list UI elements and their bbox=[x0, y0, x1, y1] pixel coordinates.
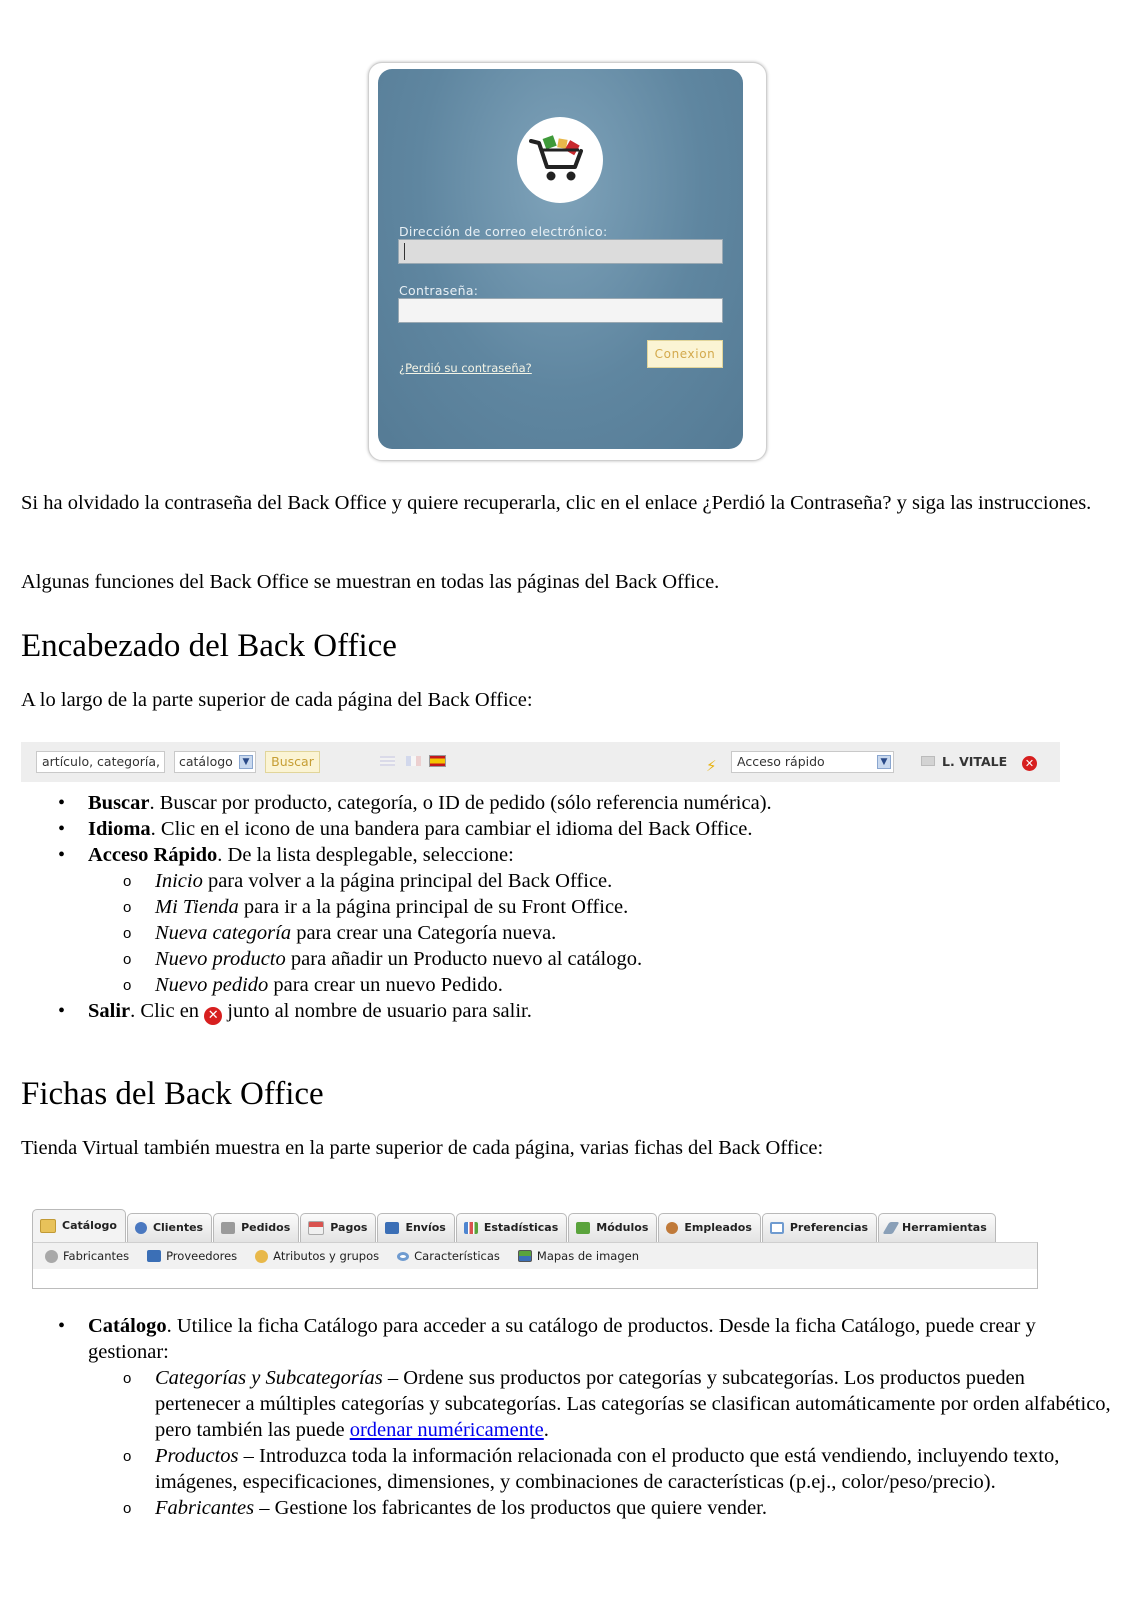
login-button[interactable]: Conexion bbox=[647, 340, 723, 368]
tab-pedidos[interactable] bbox=[213, 1213, 299, 1242]
catalog-sub-list bbox=[88, 1365, 1111, 1521]
tab-envios[interactable] bbox=[377, 1213, 454, 1242]
sub-list-item bbox=[88, 1365, 1111, 1443]
term-language: Idioma bbox=[88, 818, 151, 840]
employees-icon bbox=[666, 1222, 678, 1234]
term-exit: Salir bbox=[88, 1000, 131, 1022]
cart-icon bbox=[517, 117, 603, 203]
tab-label: Empleados bbox=[684, 1221, 752, 1234]
back-office-tabs-bar bbox=[32, 1209, 1038, 1289]
user-name: L. VITALE bbox=[942, 754, 1008, 769]
customers-icon bbox=[135, 1222, 147, 1234]
option-description: – Introduzca toda la información relacionada con el producto que está vendiendo, incluyendo texto, imágenes, especificaciones, dimensiones, y combinaciones de características (p.ej., color/peso/precio). bbox=[155, 1445, 1060, 1493]
tab-label: Envíos bbox=[405, 1221, 446, 1234]
shop-cart-logo bbox=[517, 117, 603, 203]
cart-icon bbox=[221, 1222, 235, 1234]
item-description: junto al nombre de usuario para salir. bbox=[222, 1000, 532, 1022]
option-description: – Gestione los fabricantes de los productos que quiere vender. bbox=[254, 1497, 767, 1519]
quick-access-select[interactable] bbox=[731, 751, 894, 773]
option-term: Fabricantes bbox=[155, 1497, 255, 1519]
star-icon bbox=[255, 1250, 268, 1263]
truck-icon bbox=[147, 1250, 161, 1262]
tab-label: Pagos bbox=[330, 1221, 368, 1234]
sort-numerically-link[interactable]: ordenar numéricamente bbox=[349, 1419, 544, 1441]
subtabs-strip bbox=[33, 1243, 1037, 1269]
header-features-list bbox=[21, 790, 1111, 1025]
logout-close-icon[interactable]: ✕ bbox=[1022, 756, 1037, 771]
tab-empleados[interactable] bbox=[658, 1213, 760, 1242]
item-description: . Clic en bbox=[130, 1000, 205, 1022]
puzzle-icon bbox=[576, 1222, 590, 1234]
sub-list-item bbox=[88, 868, 1111, 894]
option-description: para crear un nuevo Pedido. bbox=[268, 974, 503, 996]
list-item bbox=[21, 1313, 1111, 1521]
search-button[interactable]: Buscar bbox=[265, 751, 320, 773]
option-term: Inicio bbox=[155, 870, 203, 892]
option-description: para crear una Categoría nueva. bbox=[291, 922, 557, 944]
bar-chart-icon bbox=[464, 1222, 478, 1234]
tab-label: Preferencias bbox=[789, 1221, 869, 1234]
subtab-fabricantes[interactable] bbox=[45, 1243, 129, 1269]
tab-label: Estadísticas bbox=[483, 1221, 559, 1234]
chevron-down-icon: ▼ bbox=[239, 755, 253, 769]
back-office-header-bar bbox=[21, 742, 1060, 782]
email-input[interactable] bbox=[398, 239, 723, 264]
intro-paragraph-2: Algunas funciones del Back Office se muestran en todas las páginas del Back Office. bbox=[21, 571, 720, 593]
term-catalog: Catálogo bbox=[88, 1315, 167, 1337]
image-map-icon bbox=[518, 1250, 532, 1262]
subtab-label: Características bbox=[414, 1249, 500, 1263]
gear-icon bbox=[45, 1250, 58, 1263]
tab-pagos[interactable] bbox=[300, 1213, 376, 1242]
close-icon: ✕ bbox=[204, 1007, 222, 1025]
email-label: Dirección de correo electrónico: bbox=[399, 224, 608, 239]
catalog-features-list bbox=[21, 1313, 1111, 1521]
subtab-label: Mapas de imagen bbox=[536, 1249, 639, 1263]
subtabs-panel bbox=[32, 1242, 1038, 1289]
punctuation: . bbox=[543, 1419, 549, 1441]
item-description: . De la lista desplegable, seleccione: bbox=[217, 844, 514, 866]
list-item bbox=[21, 998, 1111, 1025]
quick-access-options bbox=[88, 868, 1111, 998]
tab-clientes[interactable] bbox=[127, 1213, 212, 1242]
subtab-caracteristicas[interactable] bbox=[397, 1243, 500, 1269]
option-term: Categorías y Subcategorías bbox=[155, 1367, 383, 1389]
chevron-down-icon: ▼ bbox=[877, 755, 891, 769]
term-search: Buscar bbox=[88, 792, 150, 814]
option-description: – Ordene sus productos por categorías y subcategorías. Los productos pueden pertenecer a múltiples categorías y subcategorías. Las categorías se clasifican automáticamente por orden alfabético, pero también las puede bbox=[155, 1367, 1111, 1441]
option-term: Nuevo producto bbox=[155, 948, 286, 970]
sub-list-item bbox=[88, 920, 1111, 946]
payment-icon bbox=[308, 1221, 324, 1235]
tab-modulos[interactable] bbox=[568, 1213, 657, 1242]
lightning-icon: ⚡ bbox=[706, 757, 717, 775]
fr-flag-icon[interactable] bbox=[406, 756, 421, 766]
password-input[interactable] bbox=[398, 298, 723, 323]
subtab-proveedores[interactable] bbox=[147, 1243, 237, 1269]
sub-list-item bbox=[88, 1443, 1111, 1495]
folder-icon bbox=[40, 1219, 56, 1233]
quick-access-value: Acceso rápido bbox=[737, 754, 825, 769]
es-flag-icon[interactable] bbox=[429, 755, 446, 767]
forgot-password-link[interactable]: ¿Perdió su contraseña? bbox=[399, 361, 532, 375]
eye-icon bbox=[397, 1252, 409, 1261]
en-flag-icon[interactable] bbox=[380, 756, 395, 766]
search-scope-value: catálogo bbox=[179, 754, 233, 769]
subtab-label: Proveedores bbox=[166, 1249, 238, 1263]
truck-icon bbox=[385, 1222, 399, 1234]
subtab-mapas[interactable] bbox=[518, 1243, 639, 1269]
tab-catalogo[interactable] bbox=[32, 1209, 126, 1242]
term-quick-access: Acceso Rápido bbox=[88, 844, 218, 866]
sub-list-item bbox=[88, 946, 1111, 972]
text-cursor bbox=[404, 243, 405, 260]
item-description: . Utilice la ficha Catálogo para acceder a su catálogo de productos. Desde la ficha Catálogo, puede crear y gestionar: bbox=[88, 1315, 1036, 1363]
subtab-atributos[interactable] bbox=[255, 1243, 379, 1269]
tab-herramientas[interactable] bbox=[878, 1213, 996, 1242]
sub-list-item bbox=[88, 894, 1111, 920]
subtab-label: Fabricantes bbox=[63, 1249, 130, 1263]
sub-list-item bbox=[88, 1495, 1111, 1521]
option-description: para ir a la página principal de su Front Office. bbox=[238, 896, 629, 918]
option-term: Mi Tienda bbox=[155, 896, 239, 918]
tab-label: Módulos bbox=[596, 1221, 649, 1234]
option-term: Nueva categoría bbox=[155, 922, 292, 944]
tab-label: Clientes bbox=[152, 1221, 204, 1234]
password-label: Contraseña: bbox=[399, 283, 479, 298]
intro-paragraph-1: Si ha olvidado la contraseña del Back Office y quiere recuperarla, clic en el enlace ¿Perdió la Contraseña? y siga las instrucciones. bbox=[21, 492, 1092, 514]
section-header-intro: A lo largo de la parte superior de cada página del Back Office: bbox=[21, 689, 533, 711]
user-icon bbox=[921, 756, 935, 766]
tab-preferencias[interactable] bbox=[762, 1213, 877, 1242]
tab-label: Pedidos bbox=[241, 1221, 291, 1234]
section-title-header: Encabezado del Back Office bbox=[21, 628, 397, 664]
sub-list-item bbox=[88, 972, 1111, 998]
search-scope-select[interactable] bbox=[174, 751, 256, 773]
item-description: . Buscar por producto, categoría, o ID de pedido (sólo referencia numérica). bbox=[149, 792, 772, 814]
list-item bbox=[21, 790, 1111, 816]
item-description: . Clic en el icono de una bandera para cambiar el idioma del Back Office. bbox=[150, 818, 753, 840]
option-description: para añadir un Producto nuevo al catálogo. bbox=[285, 948, 643, 970]
option-term: Nuevo pedido bbox=[155, 974, 269, 996]
section-tabs-intro: Tienda Virtual también muestra en la parte superior de cada página, varias fichas del Back Office: bbox=[21, 1137, 824, 1159]
tools-icon bbox=[883, 1222, 900, 1234]
option-term: Productos bbox=[155, 1445, 239, 1467]
tabs-row bbox=[32, 1209, 997, 1242]
list-item bbox=[21, 816, 1111, 842]
tab-label: Herramientas bbox=[902, 1221, 987, 1234]
list-item bbox=[21, 842, 1111, 998]
subtab-label: Atributos y grupos bbox=[273, 1249, 380, 1263]
option-description: para volver a la página principal del Back Office. bbox=[202, 870, 613, 892]
preferences-icon bbox=[770, 1222, 784, 1234]
section-title-tabs: Fichas del Back Office bbox=[21, 1076, 324, 1112]
tab-estadisticas[interactable] bbox=[456, 1213, 567, 1242]
search-input[interactable]: artículo, categoría, bbox=[36, 751, 165, 773]
tab-label: Catálogo bbox=[62, 1219, 117, 1232]
